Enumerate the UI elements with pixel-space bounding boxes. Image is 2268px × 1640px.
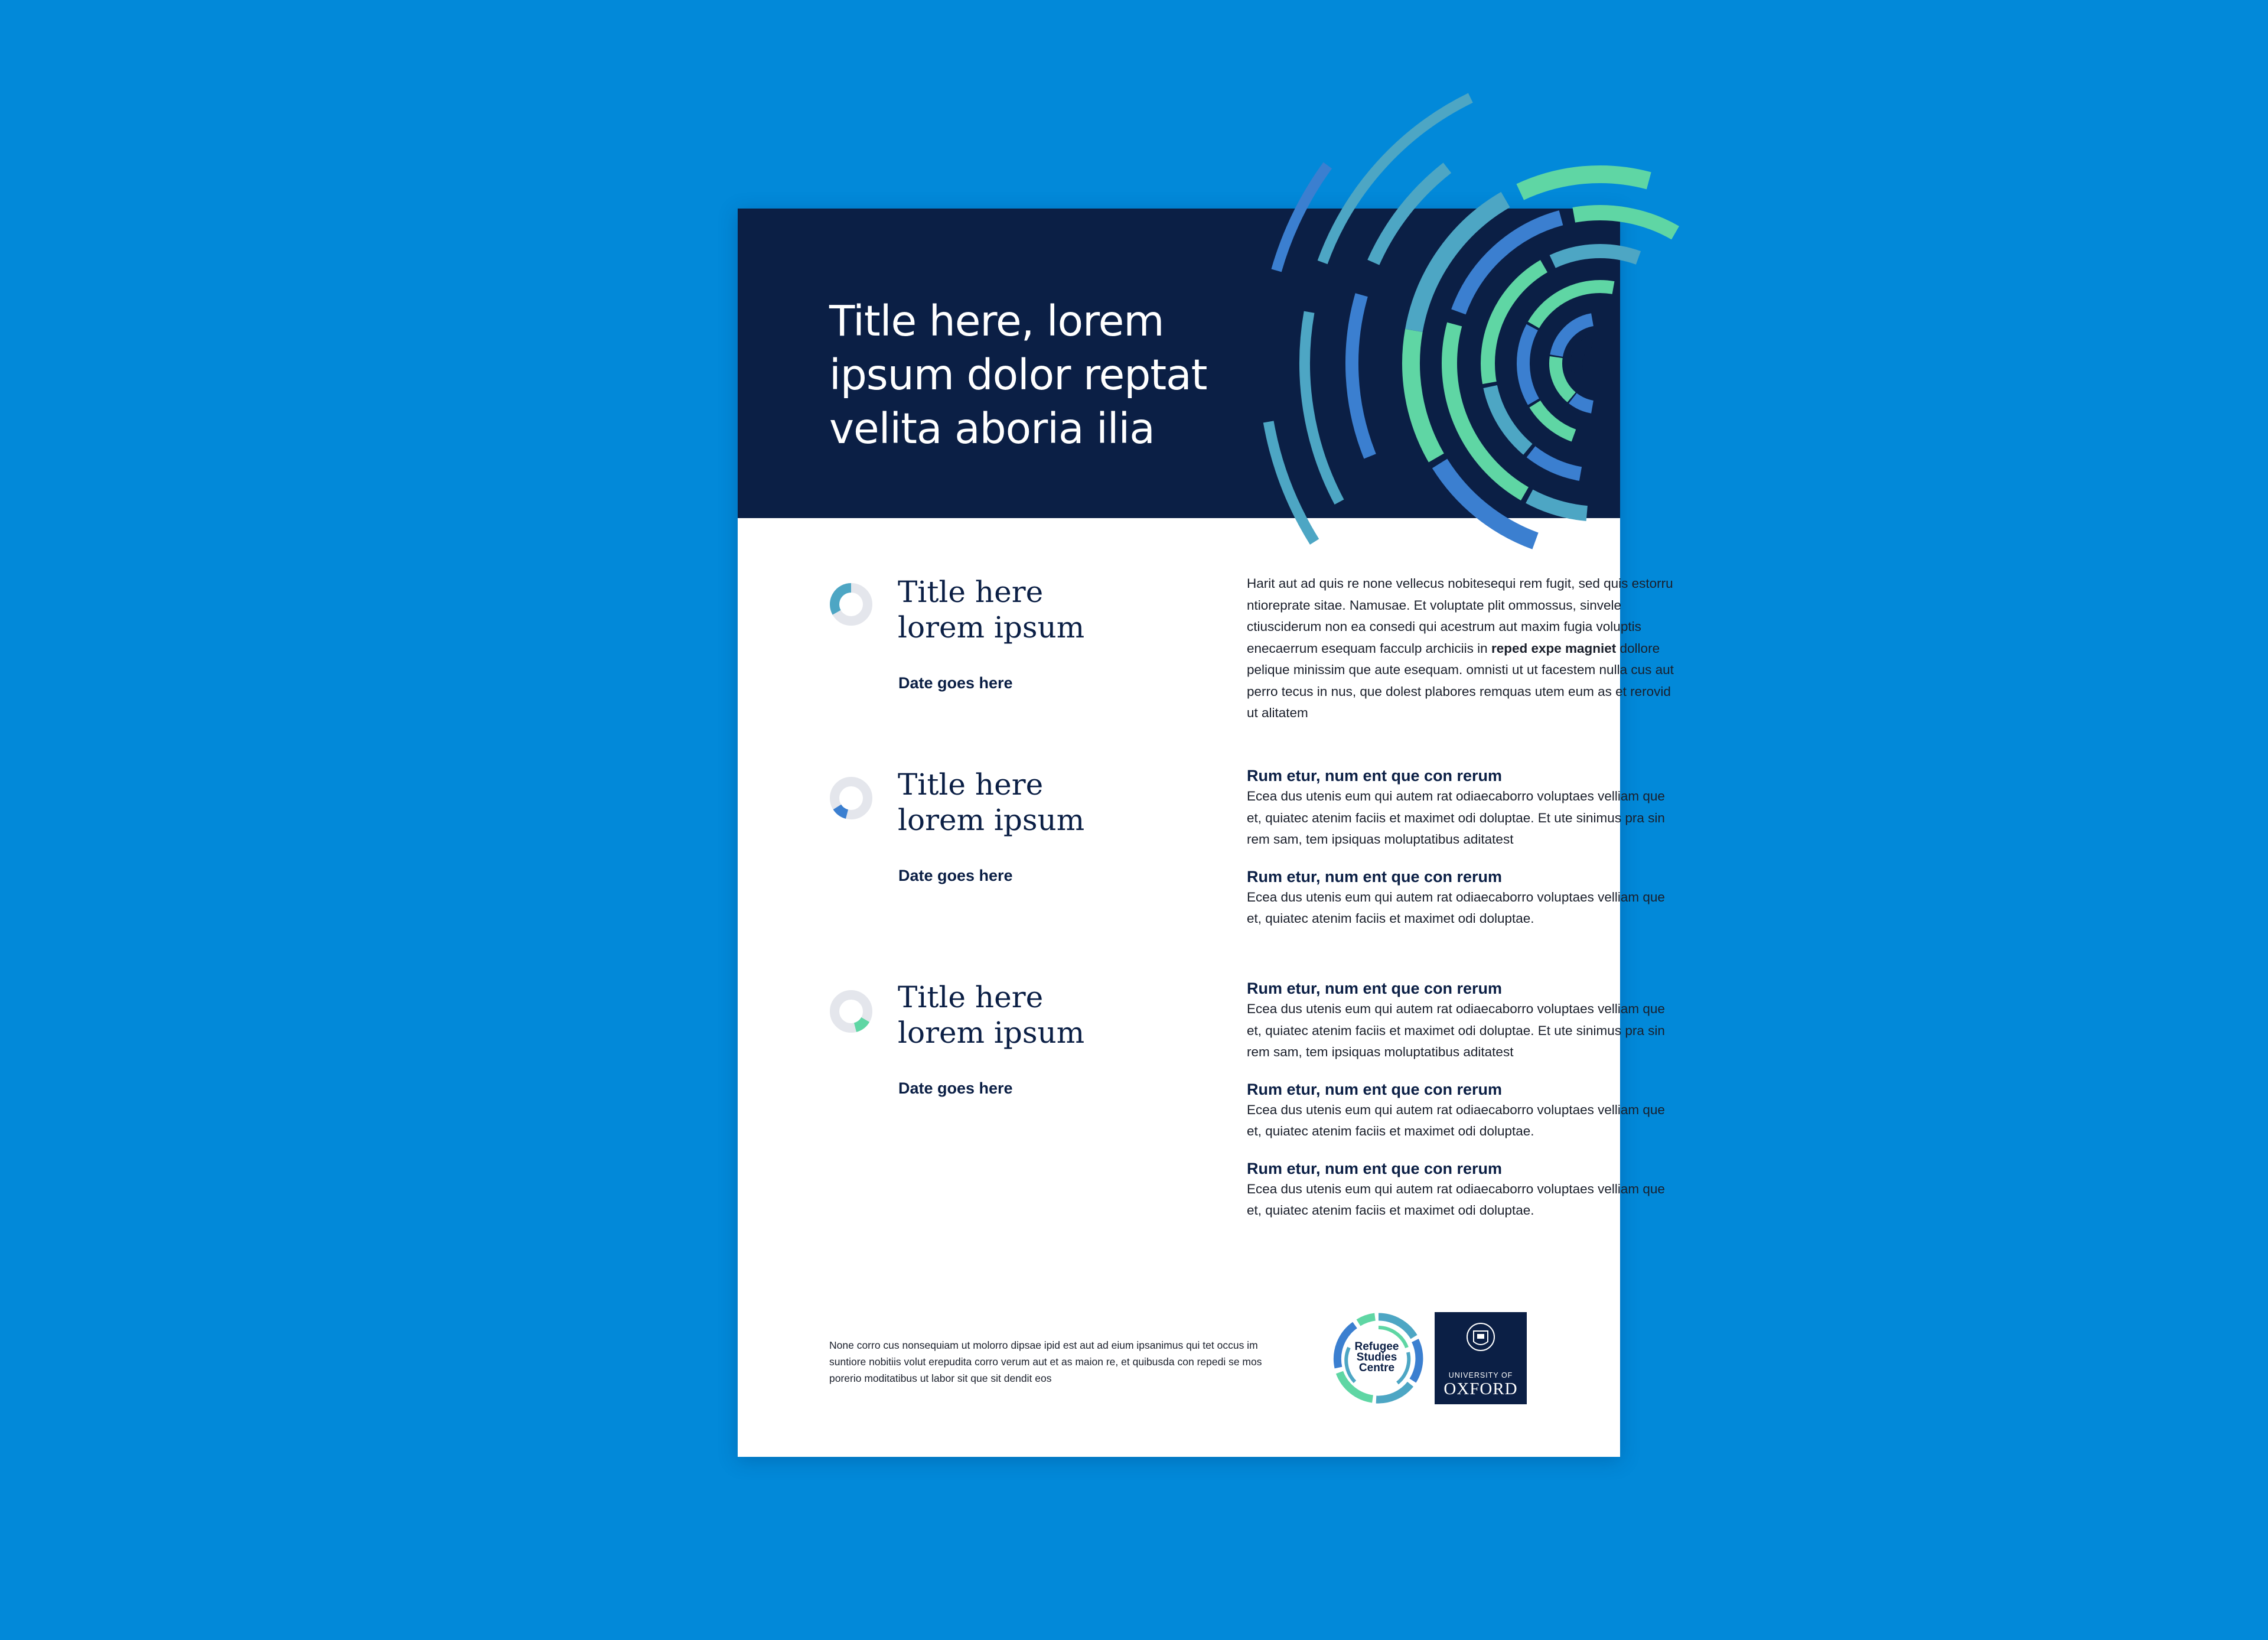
block-heading: Rum etur, num ent que con rerum bbox=[1247, 980, 1503, 997]
header-arc bbox=[1490, 387, 1528, 450]
header-arc bbox=[1352, 295, 1370, 456]
intro-emphasis: reped expe magniet bbox=[1491, 640, 1617, 656]
poster-title: Title here, lorem ipsum dolor reptat velita aboria ilia bbox=[829, 297, 1207, 453]
header-arc bbox=[1556, 357, 1572, 398]
intro-text: Harit aut ad quis re none vellecus nobitesequi rem fugit, sed quis estorru ntioreprate sitae. Namusae. Et voluptate plit ommossus, sinvele ctiusciderum non ea consedi qui acestrum aut maxim fugia voluptis enecaerrum esequam facculp archiciis in bbox=[1247, 576, 1673, 656]
oxford-logo bbox=[1435, 1312, 1527, 1404]
section-title: Title here lorem ipsum bbox=[898, 980, 1085, 1050]
header-arc bbox=[1529, 496, 1586, 513]
header-arc bbox=[1373, 168, 1447, 262]
section-date: Date goes here bbox=[898, 867, 1013, 884]
poster bbox=[738, 209, 1674, 1457]
header-arc bbox=[1523, 327, 1533, 402]
block-text: Ecea dus utenis eum qui autem rat odiaecaborro voluptaes velliam que et, quiatec atenim faciis et maximet odi doluptae. Et ute sinimus pra sin rem sam, tem ipsiquas moluptatibus aditatest bbox=[1247, 789, 1665, 847]
footer-text: None corro cus nonsequiam ut molorro dipsae ipid est aut ad eium ipsanimus qui tet occus im suntiore nobitiis volut erepudita corro verum aut et as maion re, et quibusda con repedi se mos porerio moditatibus ut labor sit que sit dendit eos bbox=[829, 1339, 1262, 1384]
block-text: Ecea dus utenis eum qui autem rat odiaecaborro voluptaes velliam que et, quiatec atenim faciis et maximet odi doluptae. Et ute sinimus pra sin rem sam, tem ipsiquas moluptatibus aditatest bbox=[1247, 1001, 1665, 1059]
header-arc bbox=[1520, 174, 1649, 192]
section-date: Date goes here bbox=[898, 1079, 1013, 1097]
section-body bbox=[1247, 573, 1678, 724]
donut-blue-icon bbox=[829, 776, 873, 820]
section-title: Title here lorem ipsum bbox=[898, 575, 1085, 645]
donut-green-icon bbox=[829, 990, 873, 1033]
block-heading: Rum etur, num ent que con rerum bbox=[1247, 1080, 1503, 1098]
refugee-studies-centre-label: Refugee Studies Centre bbox=[1354, 1340, 1399, 1374]
oxford-wordmark: OXFORD bbox=[1443, 1379, 1518, 1398]
header-arc bbox=[1576, 341, 1592, 371]
header-arc bbox=[1269, 422, 1315, 542]
oxford-crest-icon bbox=[1466, 1319, 1495, 1357]
intro-paragraph bbox=[1247, 573, 1678, 724]
section-title: Title here lorem ipsum bbox=[898, 767, 1085, 837]
section-body bbox=[1247, 766, 1678, 930]
block-heading: Rum etur, num ent que con rerum bbox=[1247, 867, 1503, 886]
section-body bbox=[1247, 978, 1678, 1222]
block-heading: Rum etur, num ent que con rerum bbox=[1247, 1159, 1503, 1177]
header-arc bbox=[1574, 213, 1676, 233]
oxford-university-of: UNIVERSITY OF bbox=[1448, 1371, 1513, 1379]
header-arc bbox=[1531, 452, 1581, 474]
header-arc bbox=[1535, 404, 1574, 435]
header-arc bbox=[1553, 251, 1638, 262]
block-text: Ecea dus utenis eum qui autem rat odiaecaborro voluptaes velliam que et, quiatec atenim faciis et maximet odi doluptae. bbox=[1247, 1102, 1665, 1138]
block-heading: Rum etur, num ent que con rerum bbox=[1247, 767, 1503, 785]
header-arc bbox=[1533, 287, 1613, 325]
header-arc bbox=[1573, 398, 1592, 407]
header-arc bbox=[1411, 330, 1436, 458]
block-text: Ecea dus utenis eum qui autem rat odiaecaborro voluptaes velliam que et, quiatec atenim faciis et maximet odi doluptae. bbox=[1247, 1181, 1665, 1218]
section-date: Date goes here bbox=[898, 674, 1013, 692]
header-arc bbox=[1305, 312, 1340, 502]
block-text: Ecea dus utenis eum qui autem rat odiaecaborro voluptaes velliam que et, quiatec atenim faciis et maximet odi doluptae. bbox=[1247, 889, 1665, 926]
poster-header bbox=[738, 209, 1620, 518]
header-arc bbox=[1440, 464, 1536, 541]
intro-text-cont: dollore pelique minissim que aute esequam. omnisti ut ut facestem nulla cus aut perro tecus in nus, que dolest plabores remquas utem eum as et rerovid ut alitatem bbox=[1247, 640, 1674, 720]
donut-teal-icon bbox=[829, 583, 873, 626]
